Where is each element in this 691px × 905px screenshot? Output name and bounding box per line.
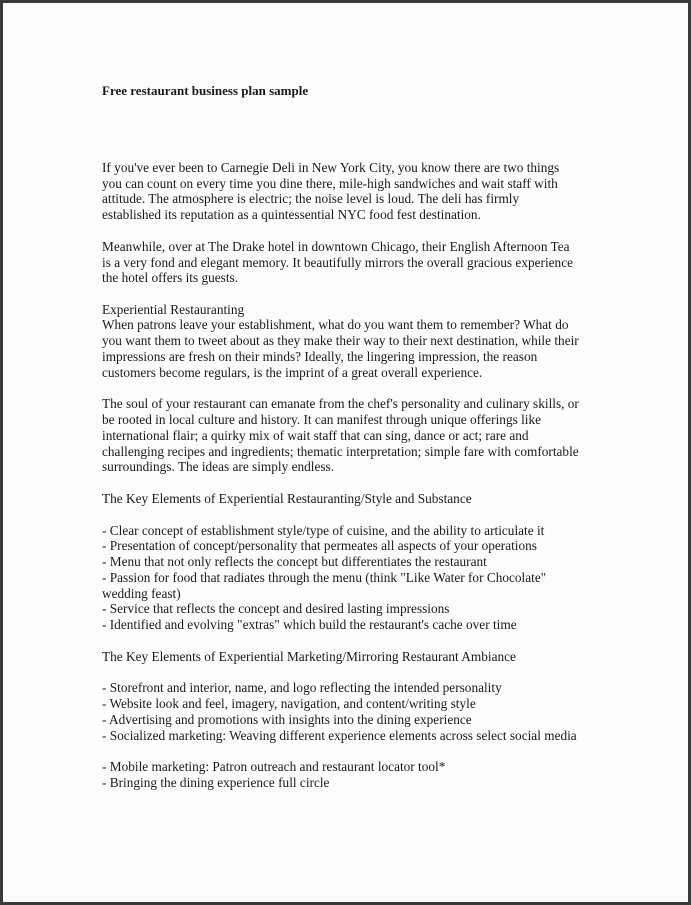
list-item: - Identified and evolving "extras" which build the restaurant's cache over time	[102, 617, 517, 632]
text-line: be rooted in local culture and history. It can manifest through unique offerings like	[102, 412, 542, 427]
list-item: - Socialized marketing: Weaving different experience elements across select social media	[102, 728, 577, 743]
list-item: - Advertising and promotions with insights into the dining experience	[102, 712, 472, 727]
heading-key-elements-restauranting: The Key Elements of Experiential Restauranting/Style and Substance	[102, 491, 472, 506]
text-line: you can count on every time you dine there, mile-high sandwiches and wait staff with	[102, 176, 558, 191]
text-line: attitude. The atmosphere is electric; the noise level is loud. The deli has firmly	[102, 191, 520, 206]
heading-experiential-restauranting: Experiential Restauranting	[102, 302, 245, 317]
document-page	[3, 3, 688, 902]
paragraph-soul: The soul of your restaurant can emanate from the chef's personality and culinary skills, or	[102, 396, 579, 411]
text-line: international flair; a quirky mix of wait staff that can sing, dance or act; rare and	[102, 428, 529, 443]
text-line: impressions are fresh on their minds? Ideally, the lingering impression, the reason	[102, 349, 538, 364]
paragraph-patrons: When patrons leave your establishment, what do you want them to remember? What do	[102, 317, 569, 332]
text-line: is a very fond and elegant memory. It beautifully mirrors the overall gracious experience	[102, 255, 574, 270]
paragraph-drake-hotel: Meanwhile, over at The Drake hotel in downtown Chicago, their English Afternoon Tea	[102, 239, 570, 254]
list-item: - Service that reflects the concept and desired lasting impressions	[102, 601, 450, 616]
text-line: established its reputation as a quintessential NYC food fest destination.	[102, 207, 481, 222]
document-title: Free restaurant business plan sample	[102, 83, 309, 98]
text-line: challenging recipes and ingredients; thematic interpretation; simple fare with comfortable	[102, 444, 579, 459]
heading-key-elements-marketing: The Key Elements of Experiential Marketing/Mirroring Restaurant Ambiance	[102, 649, 516, 664]
list-item: - Clear concept of establishment style/type of cuisine, and the ability to articulate it	[102, 523, 545, 538]
list-item: - Menu that not only reflects the concept but differentiates the restaurant	[102, 554, 487, 569]
list-item: - Website look and feel, imagery, navigation, and content/writing style	[102, 696, 476, 711]
list-item: - Storefront and interior, name, and logo reflecting the intended personality	[102, 680, 502, 695]
list-item: - Passion for food that radiates through the menu (think "Like Water for Chocolate"	[102, 570, 547, 585]
text-line: surroundings. The ideas are simply endless.	[102, 459, 335, 474]
text-line: the hotel offers its guests.	[102, 270, 239, 285]
text-line: customers become regulars, is the imprint of a great overall experience.	[102, 365, 483, 380]
list-item: - Presentation of concept/personality that permeates all aspects of your operations	[102, 538, 537, 553]
paragraph-carnegie-deli: If you've ever been to Carnegie Deli in New York City, you know there are two things	[102, 160, 560, 175]
text-line: wedding feast)	[102, 586, 181, 601]
text-line: you want them to tweet about as they make their way to their next destination, while their	[102, 333, 579, 348]
list-item: - Bringing the dining experience full circle	[102, 775, 330, 790]
list-item: - Mobile marketing: Patron outreach and restaurant locator tool*	[102, 759, 446, 774]
